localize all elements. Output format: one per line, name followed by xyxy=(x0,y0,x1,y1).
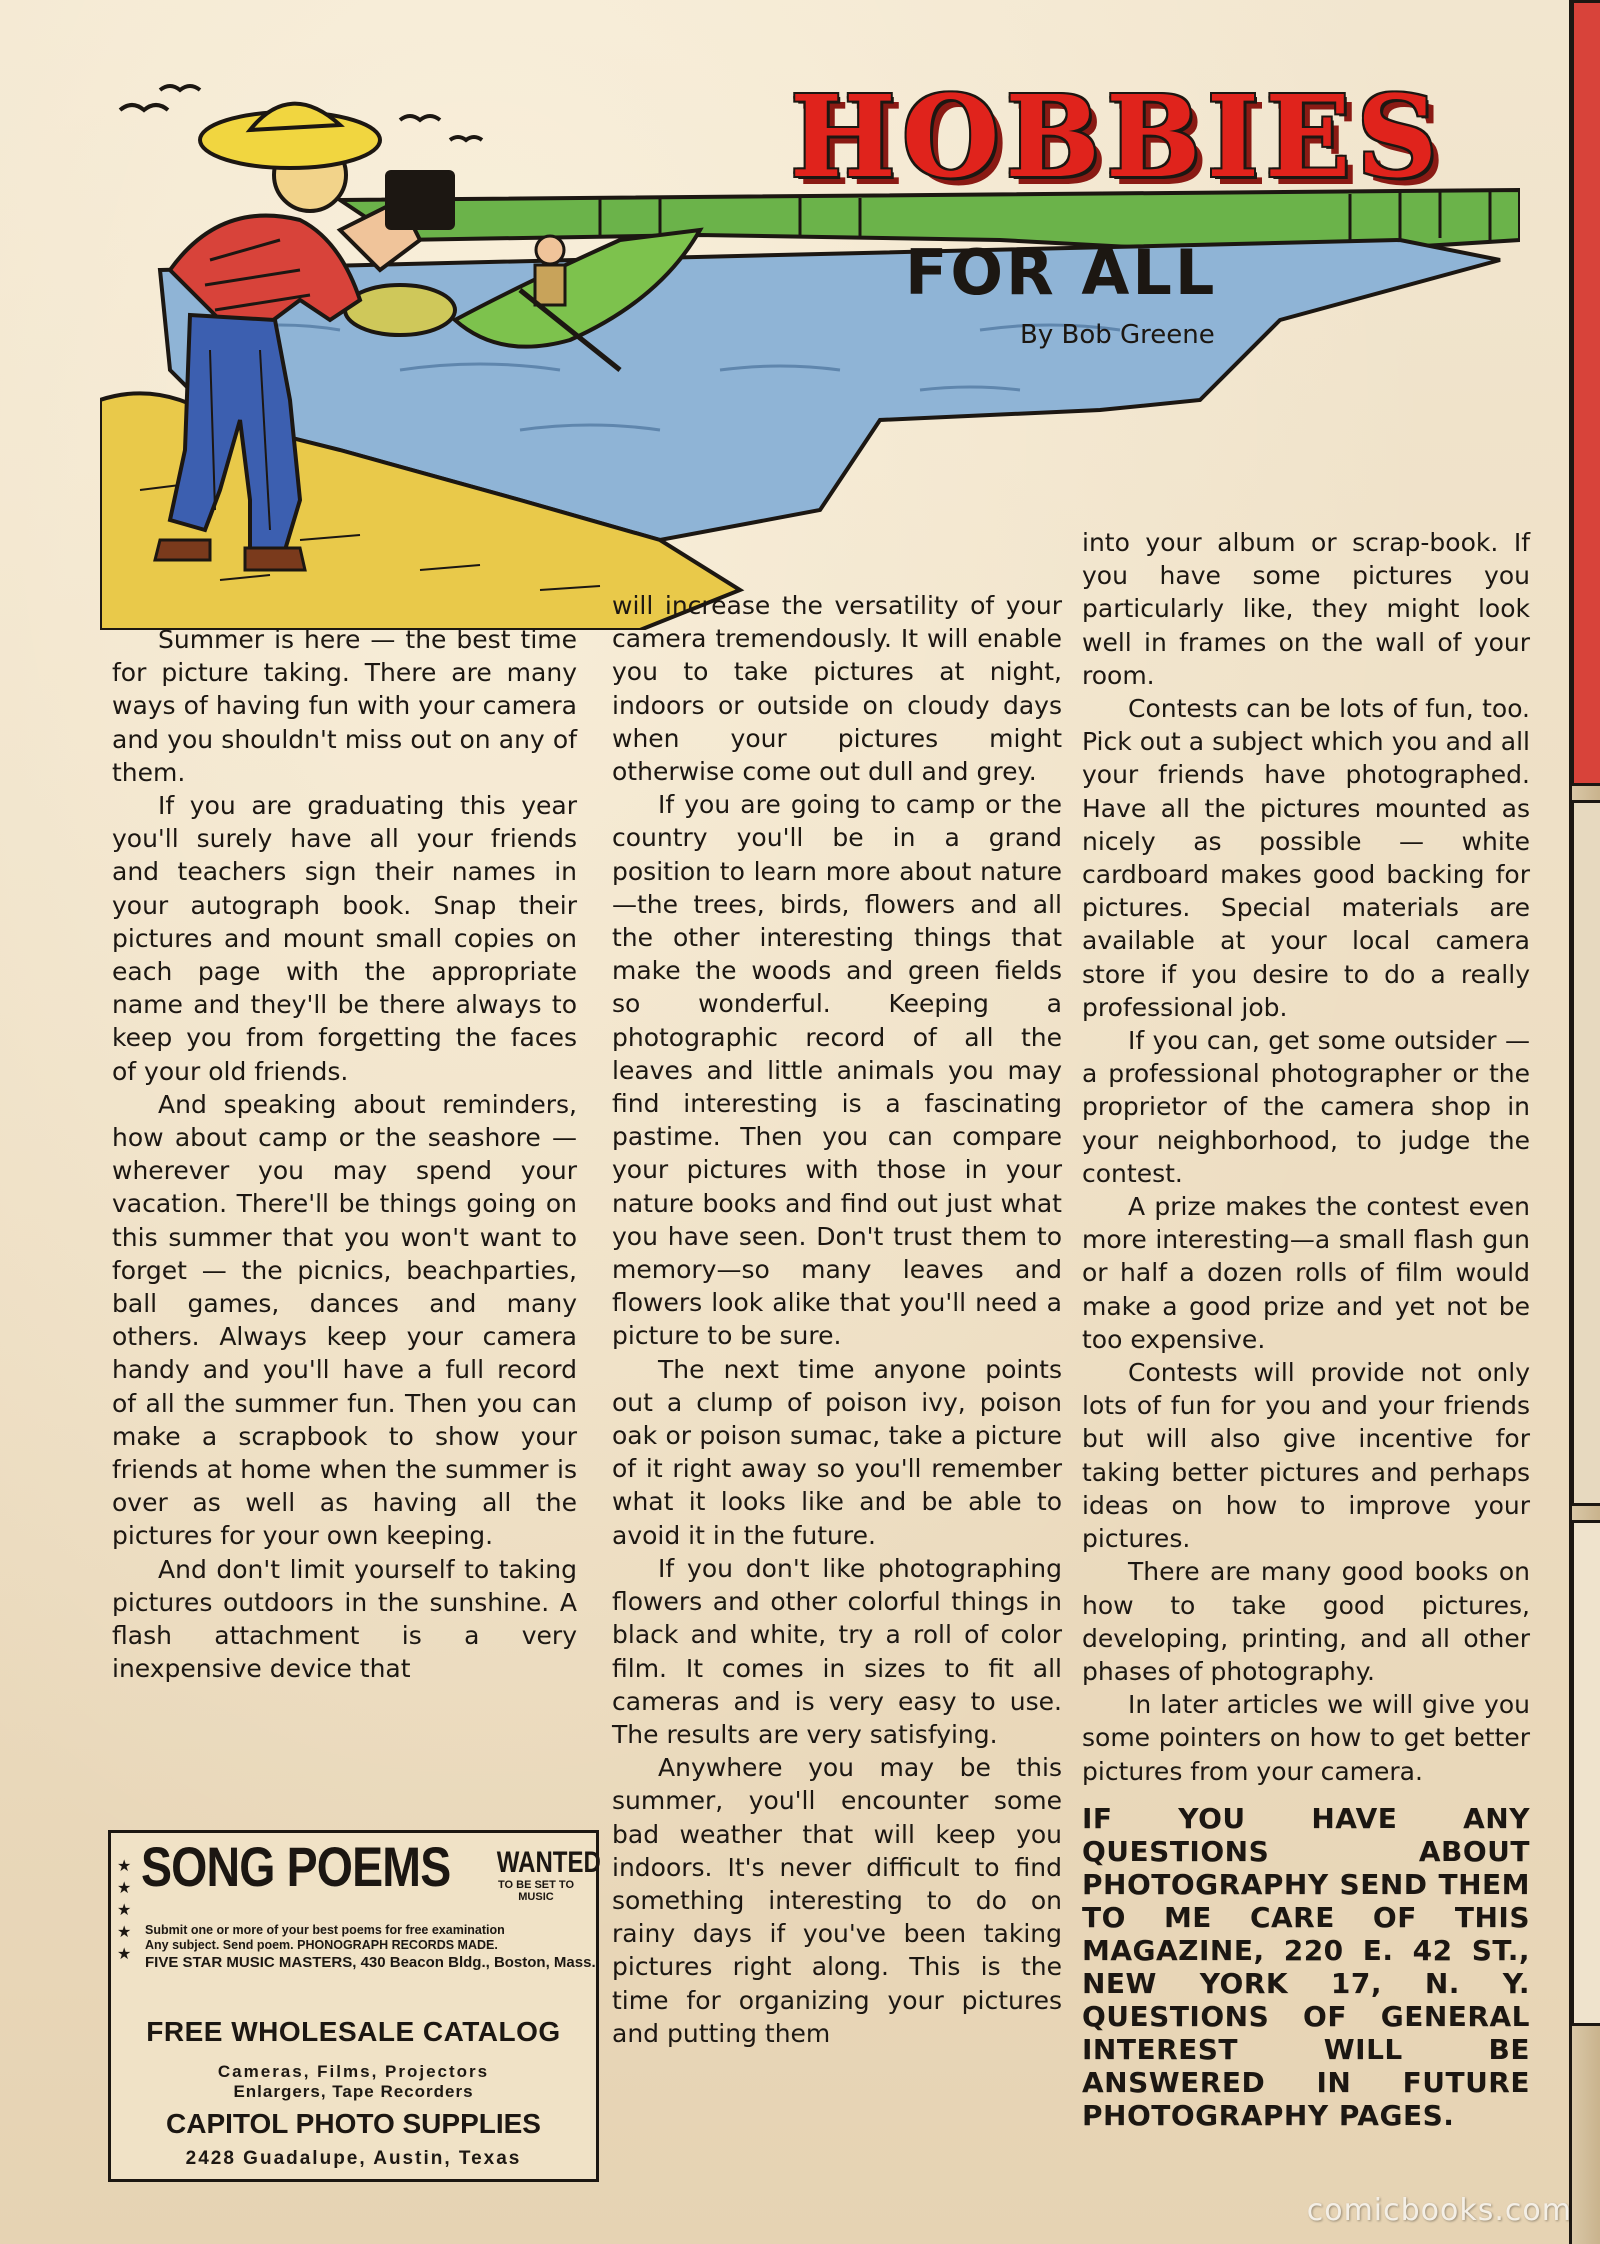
article-paragraph: Contests can be lots of fun, too. Pick out a subject which you and all your friends have photographed. Have all the pictures mounted as nicely as possible — white cardboard makes good backing for pictures. Special materials are available at your local camera store if you desire to do a really professional job. xyxy=(1082,694,1530,1022)
article-paragraph: If you can, get some outsider — a professional photographer or the proprietor of the camera shop in your neighborhood, to judge the contest. xyxy=(1082,1026,1530,1188)
article-paragraph: There are many good books on how to take good pictures, developing, printing, and all other phases of photography. xyxy=(1082,1557,1530,1686)
page-subtitle: FOR ALL xyxy=(905,236,1218,309)
watermark: comicbooks.com xyxy=(1306,2193,1572,2228)
ad-company-name: CAPITOL PHOTO SUPPLIES xyxy=(166,2108,541,2139)
ad-text-line: Cameras, Films, Projectors xyxy=(217,2062,490,2081)
article-paragraph: If you are graduating this year you'll surely have all your friends and teachers sign their names in your autograph book. Snap their pictures and mount small copies on each page with the appropriate name and they'll be there always to keep you from forgetting the faces of your old friends. xyxy=(112,791,577,1086)
article-paragraph: And don't limit yourself to taking pictures outdoors in the sunshine. A flash attachment is a very inexpensive device that xyxy=(112,1554,577,1684)
wanted-word: WANTED xyxy=(496,1846,601,1879)
wanted-label xyxy=(487,1846,601,1903)
reader-questions-notice: IF YOU HAVE ANY QUESTIONS ABOUT PHOTOGRAPHY SEND THEM TO ME CARE OF THIS MAGAZINE, 220 E. 42 ST., NEW YORK 17, N. Y. QUESTIONS OF GENERAL INTEREST WILL BE ANSWERED IN FUTURE PHOTOGRAPHY PAGES. xyxy=(1082,1801,1530,2132)
article-paragraph: Contests will provide not only lots of fun for you and your friends but will also give incentive for taking better pictures and perhaps ideas on how to improve your pictures. xyxy=(1082,1358,1530,1554)
article-paragraph: will increase the versatility of your camera tremendously. It will enable you to take pictures at night, indoors or outside on cloudy days when your pictures might otherwise come out dull and grey. xyxy=(612,591,1062,787)
wanted-subtext: TO BE SET TO MUSIC xyxy=(498,1879,574,1903)
ad-address: 2428 Guadalupe, Austin, Texas xyxy=(185,2148,522,2169)
article-column-2 xyxy=(612,589,1062,2050)
ad-text-line: Enlargers, Tape Recorders xyxy=(233,2082,474,2101)
star-icons: ★ ★ ★ ★ ★ xyxy=(117,1856,132,1963)
article-column-1 xyxy=(112,623,577,1686)
article-paragraph: Summer is here — the best time for picture taking. There are many ways of having fun with your camera and you shouldn't miss out on any of them. xyxy=(112,625,577,787)
adjacent-panel xyxy=(1571,800,1600,1506)
article-paragraph: into your album or scrap-book. If you have some pictures you particularly like, they might look well in frames on the wall of your room. xyxy=(1082,528,1530,690)
article-paragraph: If you don't like photographing flowers and other colorful things in black and white, try a roll of color film. It comes in sizes to fit all cameras and is very easy to use. The results are very satisfying. xyxy=(612,1553,1062,1749)
article-paragraph: If you are going to camp or the country you'll be in a grand position to learn more about nature—the trees, birds, flowers and all the other interesting things that make the woods and green fields so wonderful. Keeping a photographic record of all the leaves and little animals you may find interesting is a fascinating pastime. Then you can compare your pictures with those in your nature books and find out just what you have seen. Don't trust them to memory—so many leaves and flowers look alike that you'll need a picture to be sure. xyxy=(612,790,1062,1351)
adjacent-panel xyxy=(1571,1520,1600,2026)
photo-catalog-ad xyxy=(108,2004,599,2182)
ad-address: FIVE STAR MUSIC MASTERS, 430 Beacon Bldg., Boston, Mass. xyxy=(145,1954,596,1971)
article-paragraph: Anywhere you may be this summer, you'll encounter some bad weather that will keep you indoors. It's never difficult to find something interesting to do on rainy days if you've been taking pictures right along. This is the time for organizing your pictures and putting them xyxy=(612,1753,1062,2048)
byline: By Bob Greene xyxy=(1020,320,1215,350)
ad-text-line: Any subject. Send poem. PHONOGRAPH RECORDS MADE. xyxy=(145,1938,498,1952)
adjacent-panel xyxy=(1571,0,1600,786)
article-paragraph: And speaking about reminders, how about camp or the seashore — wherever you may spend your vacation. There'll be things going on this summer that you won't want to forget — the picnics, beachparties, ball games, dances and many others. Always keep your camera handy and you'll have a full record of all the summer fun. Then you can make a scrapbook to show your friends at home when the summer is over as well as having all the pictures for your own keeping. xyxy=(112,1089,577,1551)
article-paragraph: In later articles we will give you some pointers on how to get better pictures from your camera. xyxy=(1082,1690,1530,1786)
ad-text-line: Submit one or more of your best poems for free examination xyxy=(145,1923,505,1937)
page-title: HOBBIES xyxy=(790,72,1444,203)
ad-headline: SONG POEMS xyxy=(141,1835,451,1898)
article-paragraph: A prize makes the contest even more interesting—a small flash gun or half a dozen rolls of film would make a good prize and yet not be too expensive. xyxy=(1082,1192,1530,1354)
article-paragraph: The next time anyone points out a clump of poison ivy, poison oak or poison sumac, take a picture of it right away so you'll remember what it looks like and be able to avoid it in the future. xyxy=(612,1354,1062,1550)
article-column-3 xyxy=(1082,526,1530,2132)
ad-headline: FREE WHOLESALE CATALOG xyxy=(146,2016,561,2047)
song-poems-ad xyxy=(108,1830,599,2010)
